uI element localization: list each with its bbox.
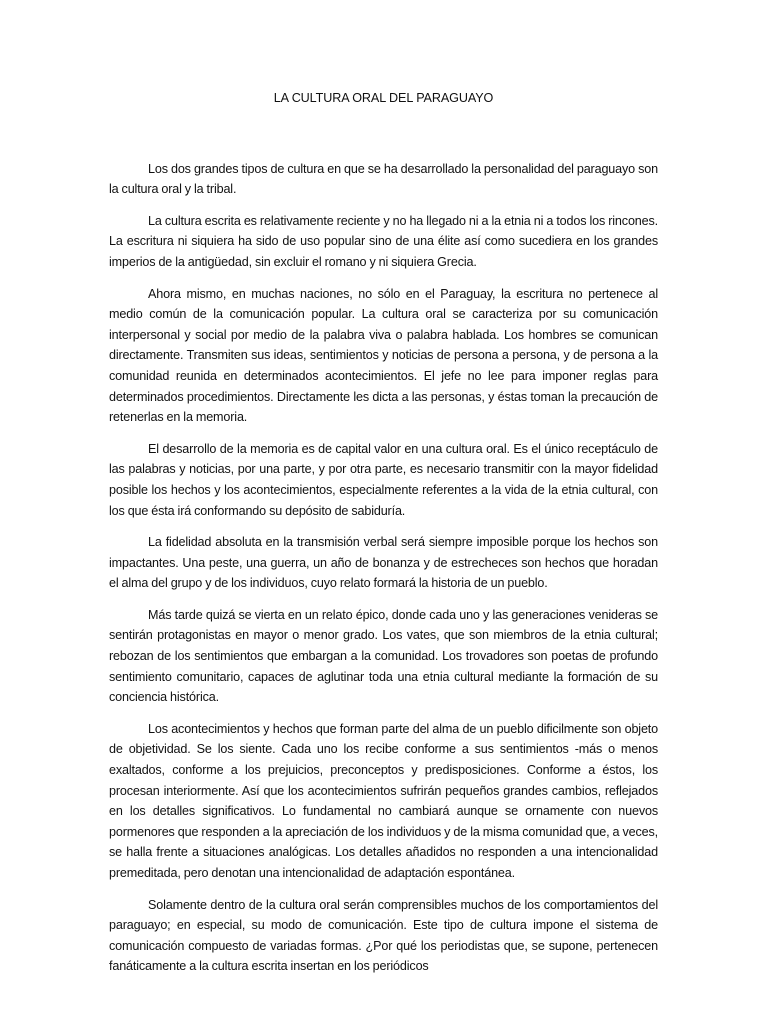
paragraph-4: El desarrollo de la memoria es de capital valor en una cultura oral. Es el único receptáculo de las palabras y noticias, por una parte, y por otra parte, es necesario transmitir con la mayor fidelidad posible los hechos y los acontecimientos, especialmente referentes a la vida de la etnia cultural, con los que ésta irá conformando su depósito de sabiduría. — [109, 441, 658, 518]
document-title: LA CULTURA ORAL DEL PARAGUAYO — [273, 91, 494, 105]
paragraph-7: Los acontecimientos y hechos que forman parte del alma de un pueblo dificilmente son objeto de objetividad. Se los siente. Cada uno los recibe conforme a sus sentimientos -más o menos exaltados, conforme a los prejuicios, preconceptos y predisposiciones. Conforme a éstos, los procesan interiormente. Así que los acontecimientos sufrirán pequeños grandes cambios, reflejados en los detalles significativos. Lo fundamental no cambiará aunque se ornamente con nuevos pormenores que responden a la apreciación de los individuos y de la misma comunidad que, a veces, se halla frente a situaciones analógicas. Los detalles añadidos no responden a una intencionalidad premeditada, pero denotan una intencionalidad de adaptación espontánea. — [109, 721, 658, 880]
document-body — [109, 88, 658, 988]
paragraph-2: La cultura escrita es relativamente reciente y no ha llegado ni a la etnia ni a todos los rincones. La escritura ni siquiera ha sido de uso popular sino de una élite así como sucediera en los grandes imperios de la antigüedad, sin excluir el romano y ni siquiera Grecia. — [109, 213, 658, 269]
paragraph-6: Más tarde quizá se vierta en un relato épico, donde cada uno y las generaciones venideras se sentirán protagonistas en mayor o menor grado. Los vates, que son miembros de la etnia cultural; rebozan de los sentimientos que embargan a la comunidad. Los trovadores son poetas de profundo sentimiento comunitario, capaces de aglutinar toda una etnia cultural mediante la formación de su conciencia histórica. — [109, 607, 658, 705]
paragraph-8: Solamente dentro de la cultura oral serán comprensibles muchos de los comportamientos del paraguayo; en especial, su modo de comunicación. Este tipo de cultura impone el sistema de comunicación compuesto de variadas formas. ¿Por qué los periodistas que, se supone, pertenecen fanáticamente a la cultura escrita insertan en los periódicos — [109, 897, 658, 974]
paragraph-3: Ahora mismo, en muchas naciones, no sólo en el Paraguay, la escritura no pertenece al medio común de la comunicación popular. La cultura oral se caracteriza por su comunicación interpersonal y social por medio de la palabra viva o palabra hablada. Los hombres se comunican directamente. Transmiten sus ideas, sentimientos y noticias de persona a persona, y de persona a la comunidad reunida en determinados acontecimientos. El jefe no lee para imponer reglas para determinados procedimientos. Directamente les dicta a las personas, y éstas toman la precaución de retenerlas en la memoria. — [109, 286, 658, 425]
paragraph-1: Los dos grandes tipos de cultura en que se ha desarrollado la personalidad del paraguayo son la cultura oral y la tribal. — [109, 161, 658, 197]
paragraph-5: La fidelidad absoluta en la transmisión verbal será siempre imposible porque los hechos son impactantes. Una peste, una guerra, un año de bonanza y de estrecheces son hechos que horadan el alma del grupo y de los individuos, cuyo relato formará la historia de un pueblo. — [109, 535, 658, 591]
